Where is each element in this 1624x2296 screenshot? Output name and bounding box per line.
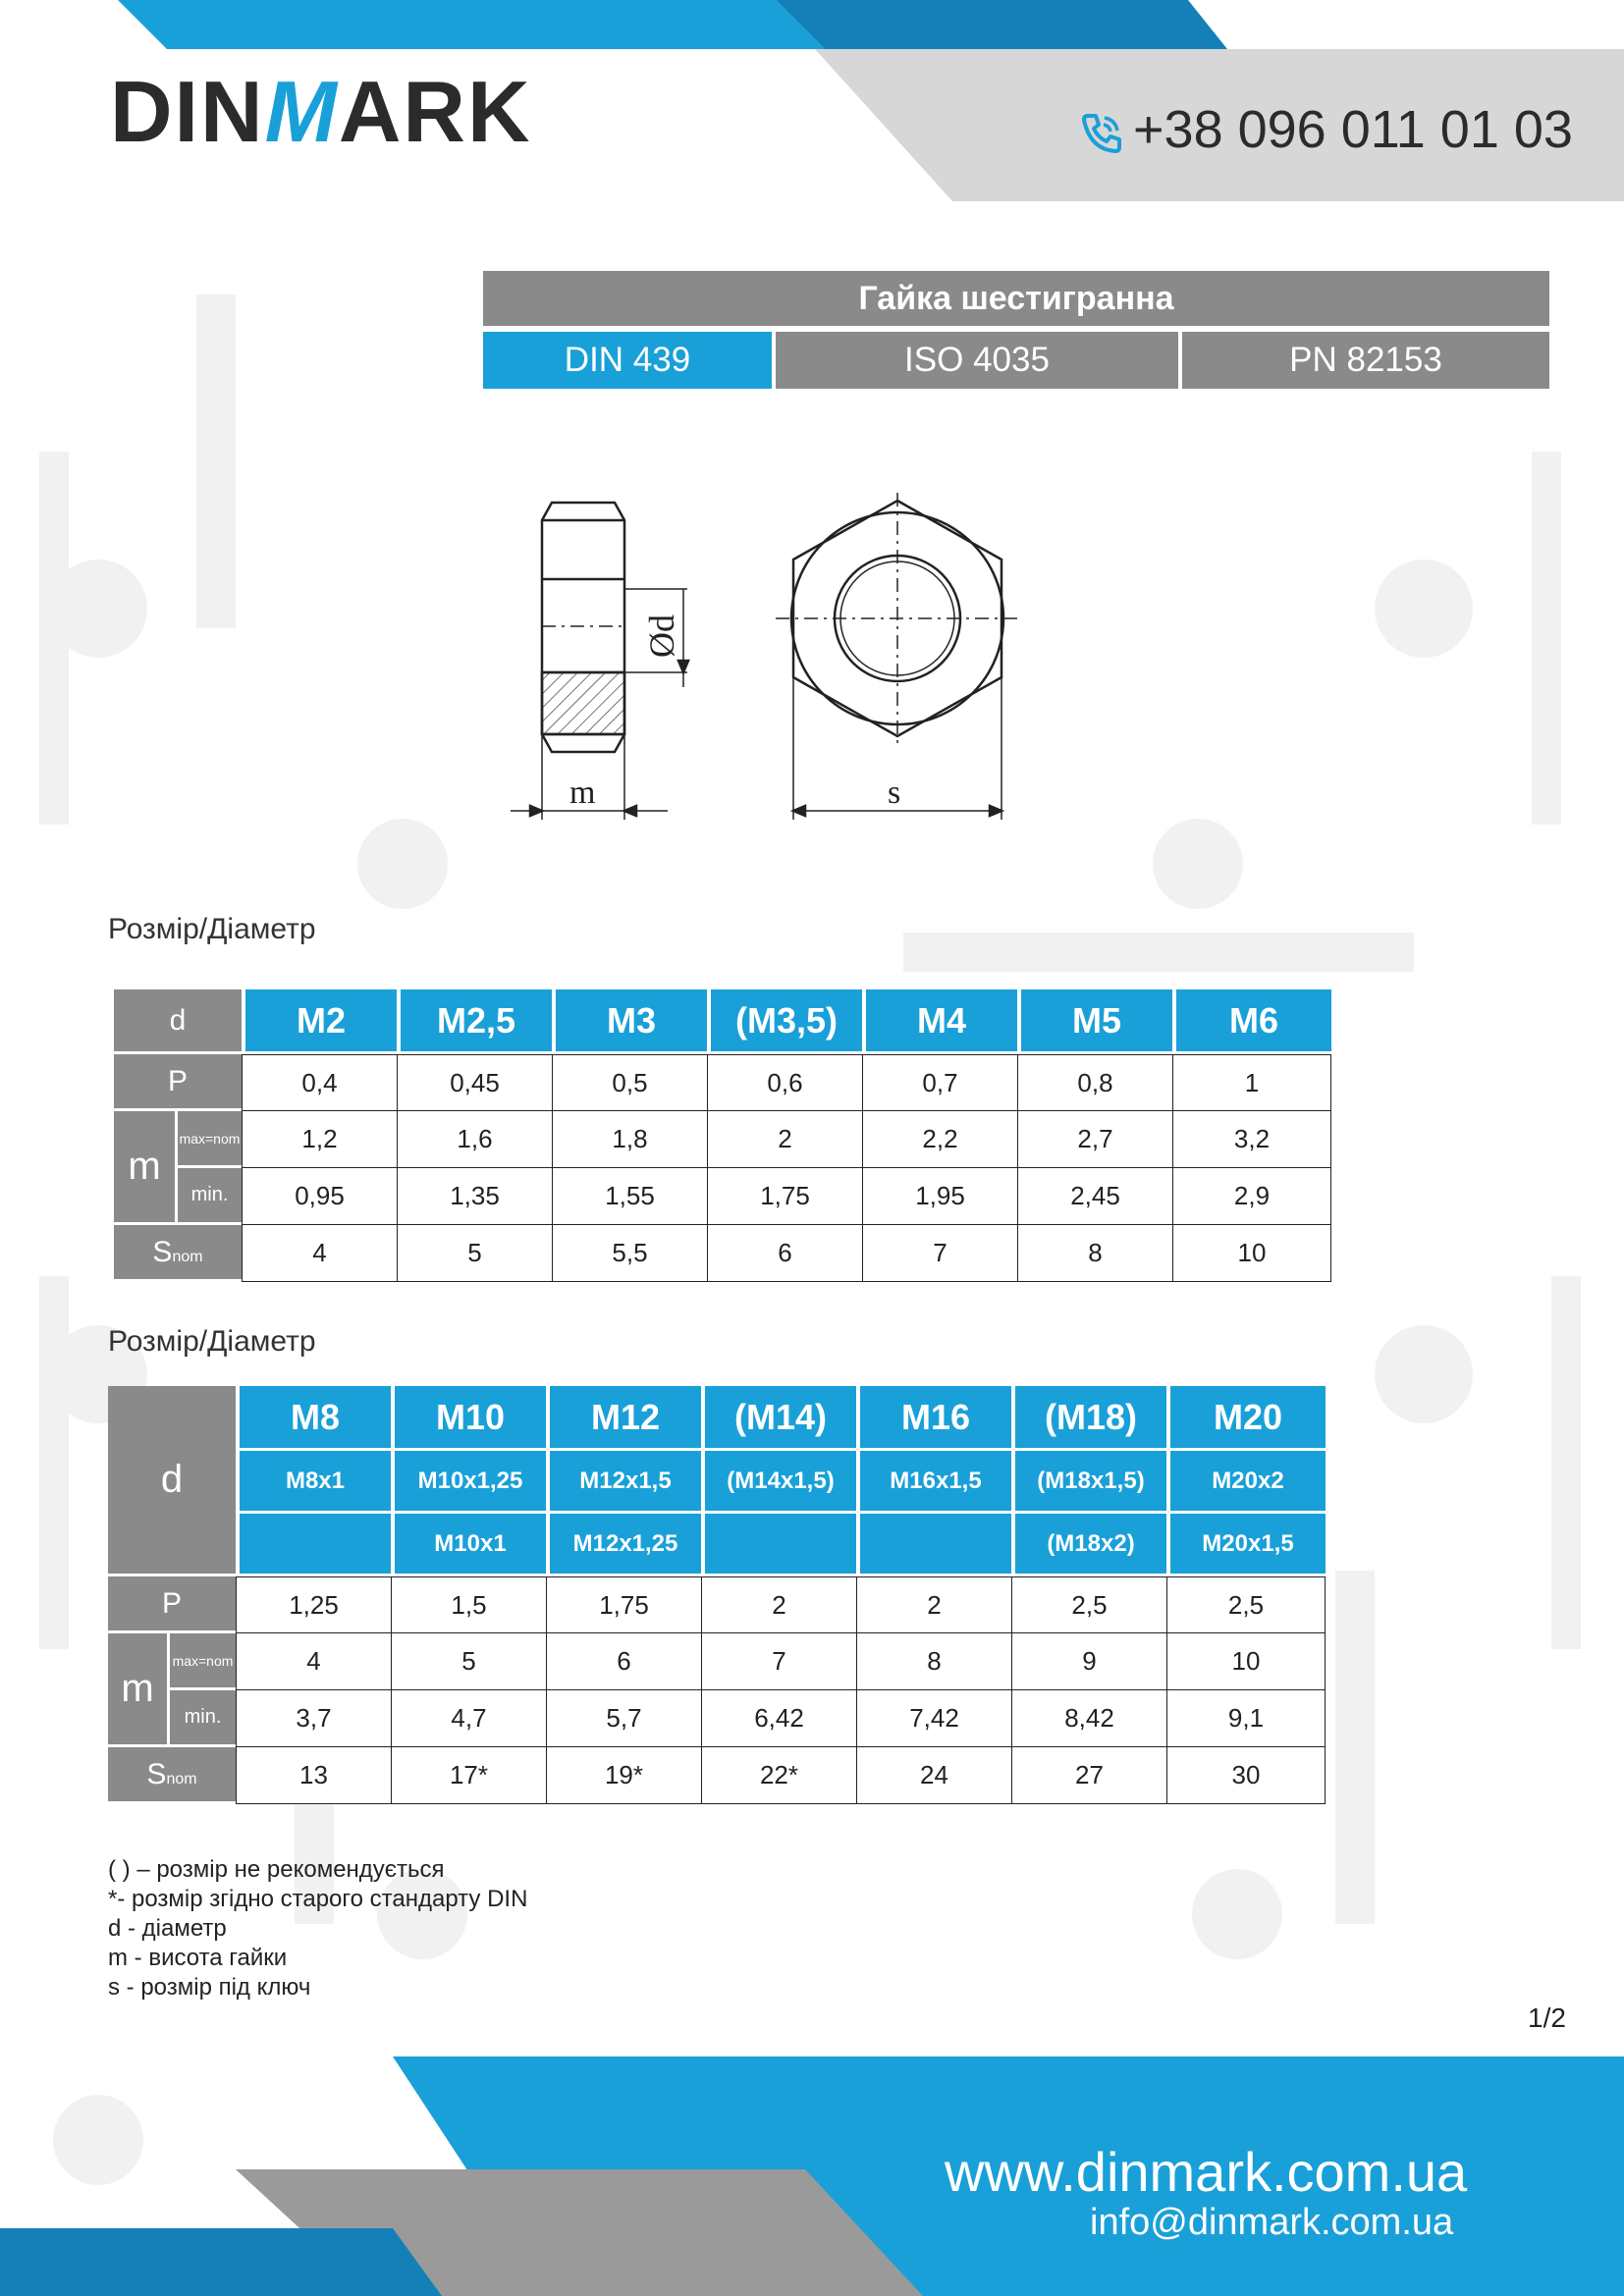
table2-cell: 2,5 (1011, 1576, 1166, 1633)
table2-cell: 13 (236, 1747, 391, 1804)
table1-cell: 2,7 (1017, 1111, 1172, 1168)
table2-cell: 6,42 (701, 1690, 856, 1747)
table1-cell: 1 (1172, 1054, 1331, 1111)
legend-notes (108, 1855, 527, 2002)
label-height: m (569, 774, 596, 811)
phone-contact[interactable] (1078, 100, 1573, 159)
page-number: 1/2 (1528, 2002, 1566, 2033)
table2-cell: 2,5 (1166, 1576, 1326, 1633)
table1-label-s-main: S (152, 1235, 173, 1268)
table1-cell: 1,8 (552, 1111, 707, 1168)
table1-size: M3 (552, 989, 707, 1054)
label-diameter: Ød (642, 614, 681, 658)
table1-cell: 0,95 (242, 1168, 397, 1225)
footer-dark-band (0, 2228, 442, 2296)
table2-cell: 17* (391, 1747, 546, 1804)
table1-cell: 1,95 (862, 1168, 1017, 1225)
table2-row-s (108, 1747, 1326, 1804)
table2-fine-thread: M16x1,5 (856, 1451, 1011, 1514)
table2-fine-thread-2 (856, 1514, 1011, 1576)
table1-size: M2 (242, 989, 397, 1054)
table2-row-d (108, 1386, 1326, 1451)
table1-row-s (114, 1225, 1331, 1282)
table2-label-p: P (108, 1576, 236, 1633)
phone-number: +38 096 011 01 03 (1133, 100, 1573, 159)
table2-cell: 4,7 (391, 1690, 546, 1747)
table1-cell: 0,4 (242, 1054, 397, 1111)
table2-row-m-max (108, 1633, 1326, 1690)
email-link[interactable]: info@dinmark.com.ua (1090, 2202, 1454, 2243)
table1-cell: 0,8 (1017, 1054, 1172, 1111)
table2-label-s-main: S (146, 1757, 167, 1790)
table1-cell: 1,75 (707, 1168, 862, 1225)
table1-cell: 8 (1017, 1225, 1172, 1282)
logo-text-left: DIN (110, 63, 265, 160)
table1-cell: 1,55 (552, 1168, 707, 1225)
table1-cell: 1,6 (397, 1111, 552, 1168)
table1-label-s (114, 1225, 242, 1282)
table1-cell: 1,2 (242, 1111, 397, 1168)
table1-label-d: d (114, 989, 242, 1054)
table1-label-m: m (114, 1111, 175, 1225)
table2-cell: 9 (1011, 1633, 1166, 1690)
table2-cell: 24 (856, 1747, 1011, 1804)
table1-cell: 1,35 (397, 1168, 552, 1225)
table2-fine-thread: (M18x1,5) (1011, 1451, 1166, 1514)
table1-cell: 7 (862, 1225, 1017, 1282)
table1-size: (M3,5) (707, 989, 862, 1054)
table2-fine-thread-2: M12x1,25 (546, 1514, 701, 1576)
table2-cell: 10 (1166, 1633, 1326, 1690)
table2-cell: 9,1 (1166, 1690, 1326, 1747)
table2-size: M12 (546, 1386, 701, 1451)
table1-label-m-min: min. (175, 1168, 242, 1225)
table2-cell: 5 (391, 1633, 546, 1690)
table2-size: M16 (856, 1386, 1011, 1451)
top-blue-band-dark (776, 0, 1227, 49)
table2-fine-thread: M10x1,25 (391, 1451, 546, 1514)
table1-cell: 0,5 (552, 1054, 707, 1111)
table1-cell: 0,6 (707, 1054, 862, 1111)
standard-din: DIN 439 (483, 332, 772, 389)
spec-table-2 (108, 1386, 1326, 1804)
note-line: d - діаметр (108, 1915, 227, 1942)
section-label-1: Розмір/Діаметр (108, 913, 316, 945)
table2-cell: 3,7 (236, 1690, 391, 1747)
table1-cell: 2,9 (1172, 1168, 1331, 1225)
table2-label-s-sub: nom (166, 1770, 197, 1788)
table2-size: M10 (391, 1386, 546, 1451)
table2-fine-thread-2: (M18x2) (1011, 1514, 1166, 1576)
table2-size: (M18) (1011, 1386, 1166, 1451)
product-title: Гайка шестигранна (483, 271, 1549, 326)
note-line: *- розмір згідно старого стандарту DIN (108, 1886, 528, 1912)
table2-fine-thread: M12x1,5 (546, 1451, 701, 1514)
table2-fine-thread-2 (701, 1514, 856, 1576)
table2-cell: 6 (546, 1633, 701, 1690)
spec-table-1 (114, 989, 1331, 1282)
table2-fine-thread-2: M20x1,5 (1166, 1514, 1326, 1576)
phone-icon (1078, 110, 1125, 157)
table2-cell: 19* (546, 1747, 701, 1804)
table1-cell: 2,2 (862, 1111, 1017, 1168)
note-line: ( ) – розмір не рекомендується (108, 1856, 445, 1883)
table2-fine-thread-2 (236, 1514, 391, 1576)
table1-cell: 4 (242, 1225, 397, 1282)
note-line: s - розмір під ключ (108, 1974, 311, 2001)
table1-label-s-sub: nom (172, 1248, 203, 1265)
standards-row (483, 332, 1549, 389)
table2-fine-thread: M8x1 (236, 1451, 391, 1514)
table2-size: M20 (1166, 1386, 1326, 1451)
table2-label-s (108, 1747, 236, 1804)
table1-row-m-max (114, 1111, 1331, 1168)
technical-drawing (491, 481, 1041, 854)
table2-cell: 1,5 (391, 1576, 546, 1633)
table2-cell: 5,7 (546, 1690, 701, 1747)
table1-cell: 2 (707, 1111, 862, 1168)
dinmark-logo[interactable] (110, 63, 532, 160)
table1-row-m-min (114, 1168, 1331, 1225)
side-view (511, 503, 688, 820)
table2-cell: 2 (856, 1576, 1011, 1633)
table1-size: M6 (1172, 989, 1331, 1054)
standard-iso: ISO 4035 (772, 332, 1178, 389)
table1-cell: 0,45 (397, 1054, 552, 1111)
table2-cell: 7 (701, 1633, 856, 1690)
logo-text-mid: M (264, 63, 339, 160)
table2-size: M8 (236, 1386, 391, 1451)
table1-size: M2,5 (397, 989, 552, 1054)
table2-row-m-min (108, 1690, 1326, 1747)
table2-row-p (108, 1576, 1326, 1633)
website-link[interactable]: www.dinmark.com.ua (945, 2141, 1468, 2203)
table1-cell: 5 (397, 1225, 552, 1282)
label-wrench-size: s (888, 774, 901, 811)
section-label-2: Розмір/Діаметр (108, 1325, 316, 1358)
table2-cell: 8 (856, 1633, 1011, 1690)
table1-row-p (114, 1054, 1331, 1111)
table2-cell: 1,25 (236, 1576, 391, 1633)
table2-cell: 1,75 (546, 1576, 701, 1633)
table1-cell: 5,5 (552, 1225, 707, 1282)
table2-cell: 2 (701, 1576, 856, 1633)
table1-label-p: P (114, 1054, 242, 1111)
table2-cell: 22* (701, 1747, 856, 1804)
table2-fine-thread-2: M10x1 (391, 1514, 546, 1576)
standard-pn: PN 82153 (1178, 332, 1549, 389)
table2-cell: 7,42 (856, 1690, 1011, 1747)
table2-row-fine1 (108, 1451, 1326, 1514)
top-blue-band (118, 0, 825, 49)
table2-cell: 8,42 (1011, 1690, 1166, 1747)
table1-row-d (114, 989, 1331, 1054)
front-view (776, 493, 1021, 820)
table2-cell: 30 (1166, 1747, 1326, 1804)
table1-size: M5 (1017, 989, 1172, 1054)
table2-cell: 4 (236, 1633, 391, 1690)
table2-label-m-max: max=nom (167, 1633, 236, 1690)
table2-label-d: d (108, 1386, 236, 1576)
table1-cell: 10 (1172, 1225, 1331, 1282)
table2-label-m-min: min. (167, 1690, 236, 1747)
table2-fine-thread: M20x2 (1166, 1451, 1326, 1514)
table1-cell: 6 (707, 1225, 862, 1282)
table2-label-m: m (108, 1633, 167, 1747)
table1-size: M4 (862, 989, 1017, 1054)
logo-text-right: ARK (338, 63, 532, 160)
table1-cell: 2,45 (1017, 1168, 1172, 1225)
note-line: m - висота гайки (108, 1945, 288, 1971)
table2-fine-thread: (M14x1,5) (701, 1451, 856, 1514)
table2-size: (M14) (701, 1386, 856, 1451)
table1-cell: 0,7 (862, 1054, 1017, 1111)
table1-label-m-max: max=nom (175, 1111, 242, 1168)
table2-row-fine2 (108, 1514, 1326, 1576)
table2-cell: 27 (1011, 1747, 1166, 1804)
table1-cell: 3,2 (1172, 1111, 1331, 1168)
